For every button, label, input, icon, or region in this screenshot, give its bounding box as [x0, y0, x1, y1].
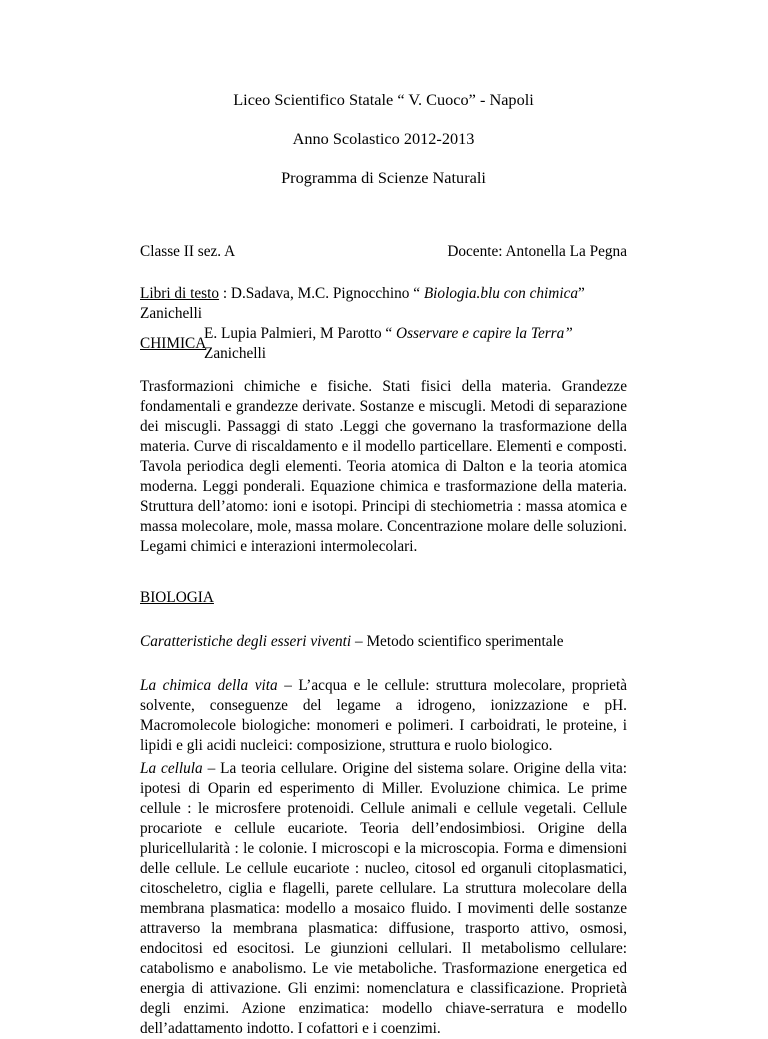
textbook-1-publisher: ” Zanichelli: [140, 285, 585, 322]
chimica-paragraph: Trasformazioni chimiche e fisiche. Stati fisici della materia. Grandezze fondamentali e grandezze derivate. Sostanze e miscugli. Metodi di separazione dei miscugli. Passaggi di stato .Leggi che governano la trasformazione della materia. Curve di riscaldamento e il modello particellare. Elementi e composti. Tavola periodica degli elementi. Teoria atomica di Dalton e la teoria atomica moderna. Leggi ponderali. Equazione chimica e trasformazione della materia. Struttura dell’atomo: ioni e isotopi. Principi di stechiometria : massa atomica e massa molecolare, mole, massa molare. Concentrazione molare delle soluzioni. Legami chimici e interazioni intermolecolari.: [140, 378, 627, 555]
textbook-2-publisher: Zanichelli: [204, 345, 267, 362]
textbooks: [140, 284, 627, 364]
class-row: [140, 242, 627, 262]
chimica-vita-paragraph: [140, 676, 627, 756]
textbook-1-title: Biologia.blu con chimica: [423, 285, 579, 302]
cellula-paragraph: [140, 759, 627, 1039]
textbook-2-title: Osservare e capire la Terra”: [396, 325, 573, 342]
cellula-text: – La teoria cellulare. Origine del sistema solare. Origine della vita: ipotesi di Oparin ed esperimento di Miller. Evoluzione chimica. Le prime cellule : le microsfere protenoidi. Cellule animali e cellule vegetali. Cellule procariote e cellule eucariote. Teoria dell’endosimbiosi. Origine della pluricellularità : le colonie. I microscopi e la microscopia. Forma e dimensioni delle cellule. Le cellule eucariote : nucleo, citosol ed organuli citoplasmatici, citoscheletro, ciglia e flagelli, parete cellulare. La struttura molecolare della membrana plasmatica: modello a mosaico fluido. I movimenti delle sostanze attraverso la membrana plasmatica: diffusione, trasporto attivo, osmosi, endocitosi ed esocitosi. Le giunzioni cellulari. Il metabolismo cellulare: catabolismo e anabolismo. Le vie metaboliche. Trasformazione energetica ed energia di attivazione. Gli enzimi: nomenclatura e classificazione. Proprietà degli enzimi. Azione enzimatica: modello chiave-serratura e modello dell’adattamento indotto. I cofattori e i coenzimi.: [140, 760, 627, 1037]
section-heading-chimica: CHIMICA: [140, 335, 207, 352]
program-title: Programma di Scienze Naturali: [281, 168, 486, 187]
textbook-2: [140, 324, 627, 364]
school-title: Liceo Scientifico Statale “ V. Cuoco” - Napoli: [233, 90, 534, 109]
teacher-label: Docente: Antonella La Pegna: [447, 243, 627, 260]
textbooks-label: Libri di testo: [140, 285, 220, 302]
chimica-vita-text: – L’acqua e le cellule: struttura molecolare, proprietà solvente, conseguenze del legame a idrogeno, ionizzazione e pH. Macromolecole biologiche: monomeri e polimeri. I carboidrati, le proteine, i lipidi e gli acidi nucleici: composizione, struttura e ruolo biologico.: [140, 677, 627, 754]
section-heading-biologia: BIOLOGIA: [140, 589, 214, 606]
textbook-1-authors: : D.Sadava, M.C. Pignocchino “: [219, 285, 424, 302]
school-year: Anno Scolastico 2012-2013: [292, 129, 475, 148]
caratteristiche-paragraph: [140, 632, 627, 652]
class-label: Classe II sez. A: [140, 243, 236, 260]
caratteristiche-text: – Metodo scientifico sperimentale: [351, 633, 564, 650]
chimica-vita-title: La chimica della vita: [140, 677, 278, 694]
cellula-title: La cellula: [140, 760, 203, 777]
caratteristiche-title: Caratteristiche degli esseri viventi: [140, 633, 352, 650]
textbook-2-authors: E. Lupia Palmieri, M Parotto “: [204, 325, 397, 342]
